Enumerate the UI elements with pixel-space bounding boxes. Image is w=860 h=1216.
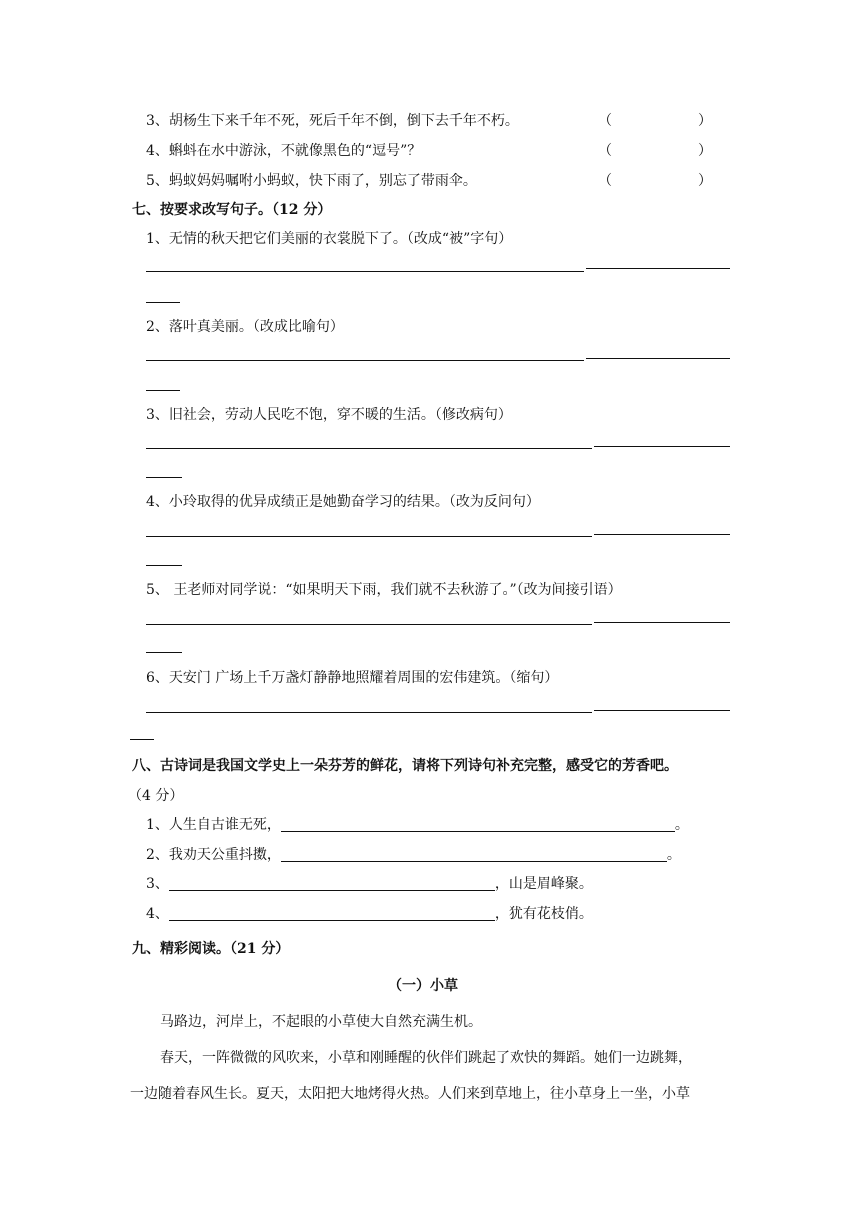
answer-line bbox=[594, 710, 730, 711]
answer-line bbox=[130, 739, 154, 740]
poem-item bbox=[146, 844, 681, 864]
poem-prefix: 4、 bbox=[146, 906, 169, 922]
answer-line bbox=[146, 536, 592, 537]
answer-line bbox=[594, 446, 730, 447]
answer-bracket-open: （ bbox=[598, 173, 612, 189]
answer-bracket-close: ） bbox=[698, 143, 712, 159]
answer-line bbox=[146, 302, 180, 303]
poem-item bbox=[146, 814, 689, 834]
poem-item bbox=[146, 903, 593, 923]
poem-suffix: ，山是眉峰聚。 bbox=[494, 876, 593, 892]
answer-line bbox=[146, 477, 182, 478]
section-7-title: 七、按要求改写句子。（12 分） bbox=[132, 202, 332, 218]
poem-answer-blank bbox=[281, 846, 667, 862]
judge-item: 3、胡杨生下来千年不死，死后千年不倒，倒下去千年不朽。 bbox=[146, 113, 519, 129]
section-8-score: （4 分） bbox=[128, 788, 184, 804]
judge-item: 5、蚂蚁妈妈嘱咐小蚂蚁，快下雨了，别忘了带雨伞。 bbox=[146, 173, 477, 189]
answer-bracket-open: （ bbox=[598, 113, 612, 129]
poem-answer-blank bbox=[169, 905, 495, 921]
poem-prefix: 3、 bbox=[146, 876, 169, 892]
answer-line bbox=[146, 565, 182, 566]
reading-subtitle: （一）小草 bbox=[388, 978, 458, 994]
rewrite-item: 4、小玲取得的优异成绩正是她勤奋学习的结果。（改为反问句） bbox=[146, 494, 540, 510]
answer-line bbox=[146, 712, 592, 713]
poem-answer-blank bbox=[281, 816, 675, 832]
reading-paragraph: 马路边，河岸上，不起眼的小草使大自然充满生机。 bbox=[160, 1014, 482, 1030]
rewrite-item: 6、天安门 广场上千万盏灯静静地照耀着周围的宏伟建筑。（缩句） bbox=[146, 670, 559, 686]
poem-prefix: 1、人生自古谁无死， bbox=[146, 817, 281, 833]
poem-prefix: 2、我劝天公重抖擞， bbox=[146, 847, 281, 863]
answer-line bbox=[594, 622, 730, 623]
poem-suffix: 。 bbox=[666, 847, 681, 863]
section-8-title: 八、古诗词是我国文学史上一朵芬芳的鲜花，请将下列诗句补充完整，感受它的芳香吧。 bbox=[132, 758, 678, 774]
rewrite-item: 3、旧社会，劳动人民吃不饱，穿不暖的生活。（修改病句） bbox=[146, 407, 512, 423]
answer-bracket-open: （ bbox=[598, 143, 612, 159]
judge-item: 4、蝌蚪在水中游泳，不就像黑色的“逗号”？ bbox=[146, 143, 422, 159]
answer-line bbox=[146, 271, 584, 272]
answer-bracket-close: ） bbox=[698, 113, 712, 129]
poem-answer-blank bbox=[169, 875, 495, 891]
answer-line bbox=[146, 390, 180, 391]
answer-line bbox=[586, 358, 730, 359]
poem-item bbox=[146, 873, 593, 893]
answer-line bbox=[146, 360, 584, 361]
answer-line bbox=[594, 534, 730, 535]
answer-line bbox=[146, 624, 592, 625]
reading-paragraph: 一边随着春风生长。夏天，太阳把大地烤得火热。人们来到草地上，往小草身上一坐，小草 bbox=[130, 1086, 690, 1102]
rewrite-item: 5、 王老师对同学说：“如果明天下雨，我们就不去秋游了。”（改为间接引语） bbox=[146, 582, 622, 598]
answer-line bbox=[586, 268, 730, 269]
rewrite-item: 1、无情的秋天把它们美丽的衣裳脱下了。（改成“被”字句） bbox=[146, 231, 513, 247]
poem-suffix: ，犹有花枝俏。 bbox=[494, 906, 593, 922]
section-9-title: 九、精彩阅读。（21 分） bbox=[132, 941, 290, 957]
answer-line bbox=[146, 448, 592, 449]
poem-suffix: 。 bbox=[674, 817, 689, 833]
answer-line bbox=[146, 652, 182, 653]
answer-bracket-close: ） bbox=[698, 173, 712, 189]
rewrite-item: 2、落叶真美丽。（改成比喻句） bbox=[146, 319, 344, 335]
reading-paragraph: 春天，一阵微微的风吹来，小草和刚睡醒的伙伴们跳起了欢快的舞蹈。她们一边跳舞， bbox=[160, 1050, 692, 1066]
